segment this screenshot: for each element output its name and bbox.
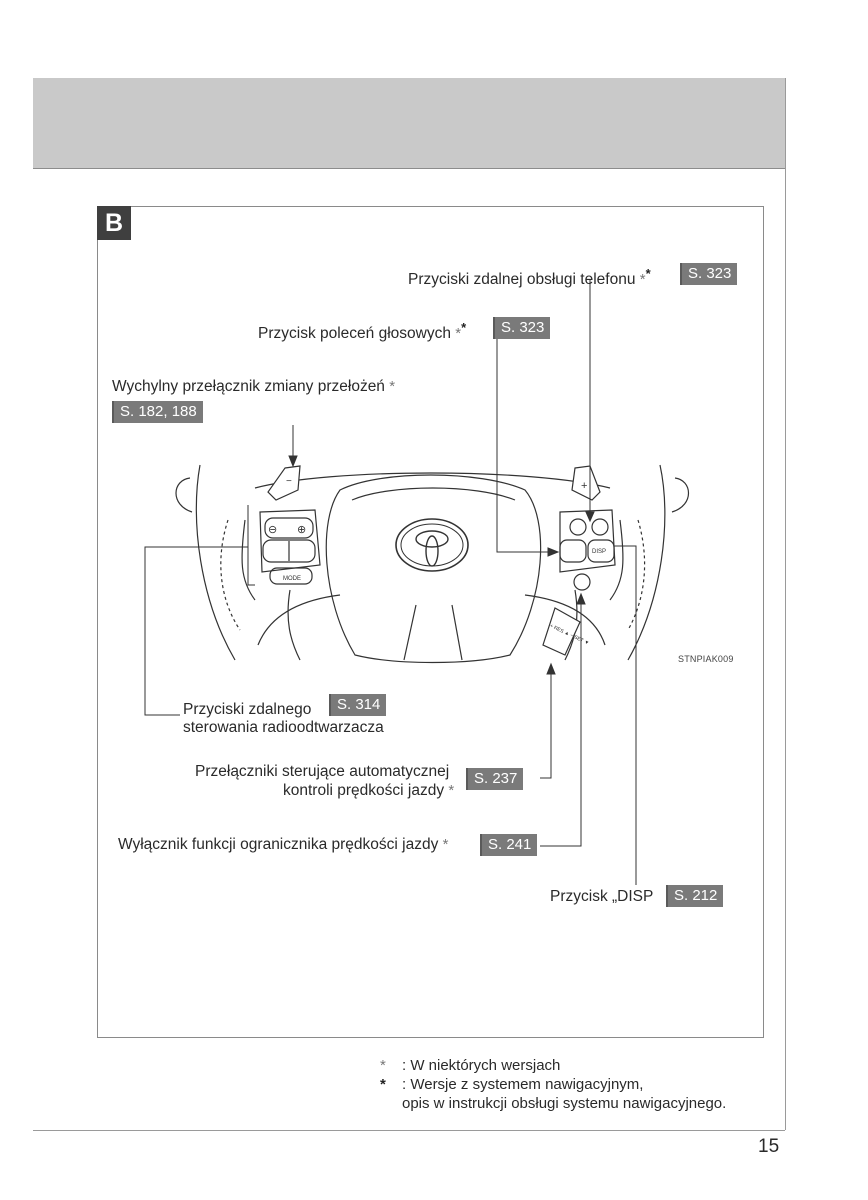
cruise-control-label-line1: Przełączniki sterujące automatycznej bbox=[195, 763, 450, 780]
wheel-label-stalk: + RES ▲ − SET ▼ bbox=[548, 623, 590, 647]
wheel-label-vol-plus: ⊕ bbox=[297, 524, 307, 536]
toyota-emblem-outer bbox=[396, 519, 468, 571]
rim-lobe-right bbox=[672, 478, 689, 512]
footnote-row: * : W niektórych wersjach bbox=[380, 1057, 561, 1074]
wheel-rim-inner-left bbox=[242, 520, 255, 600]
rim-lobe-left bbox=[176, 478, 192, 512]
footnote-row: * : Wersje z systemem nawigacyjnym, bbox=[380, 1076, 644, 1093]
spoke-left bbox=[258, 595, 340, 645]
disp-button-label: Przycisk „DISP bbox=[550, 888, 654, 905]
airbag-inner bbox=[352, 488, 515, 500]
audio-remote-label-line1: Przyciski zdalnego bbox=[183, 701, 312, 718]
paddle-shift-label: Wychylny przełącznik zmiany przełożeń * bbox=[112, 378, 396, 395]
wheel-label-mode: MODE bbox=[283, 576, 301, 582]
speed-limiter-page-ref[interactable]: S. 241 bbox=[480, 834, 537, 856]
paddle-left bbox=[268, 466, 300, 500]
wheel-label-paddle-plus: + bbox=[581, 480, 588, 492]
limiter-button bbox=[574, 574, 590, 590]
phone-buttons-label: Przyciski zdalnej obsługi telefonu ** bbox=[408, 266, 651, 289]
voice-button-label: Przycisk poleceń głosowych ** bbox=[258, 320, 467, 343]
audio-remote-page-ref[interactable]: S. 314 bbox=[329, 694, 386, 716]
footnote-row: opis w instrukcji obsługi systemu nawigacyjnego. bbox=[402, 1095, 727, 1112]
airbag-pad bbox=[326, 475, 540, 663]
spoke-left-lower bbox=[288, 590, 300, 660]
audio-remote-label-line2: sterowania radioodtwarzacza bbox=[183, 719, 384, 736]
voice-button-page-ref[interactable]: S. 323 bbox=[493, 317, 550, 339]
wheel-label-vol-minus: ⊖ bbox=[268, 524, 278, 536]
wheel-rim-outer bbox=[196, 465, 235, 660]
wheel-label-disp: DISP bbox=[592, 549, 607, 555]
disp-button-page-ref[interactable]: S. 212 bbox=[666, 885, 723, 907]
right-switch-pod bbox=[560, 510, 615, 572]
wheel-label-paddle-minus: − bbox=[286, 476, 292, 487]
page-number: 15 bbox=[758, 1136, 780, 1157]
speed-limiter-label: Wyłącznik funkcji ogranicznika prędkości jazdy * bbox=[118, 836, 449, 853]
audio-bracket bbox=[248, 505, 255, 585]
footnotes bbox=[380, 1056, 726, 1113]
cruise-control-page-ref[interactable]: S. 237 bbox=[466, 768, 523, 790]
figure-code: STNPIAK009 bbox=[678, 654, 734, 664]
paddle-shift-page-ref[interactable]: S. 182, 188 bbox=[112, 401, 203, 423]
cruise-control-label-line2: kontroli prędkości jazdy * bbox=[283, 782, 455, 799]
phone-buttons-page-ref[interactable]: S. 323 bbox=[680, 263, 737, 285]
section-badge: B bbox=[97, 206, 131, 240]
bottom-rule bbox=[33, 1130, 785, 1131]
wheel-rim-outer-right bbox=[628, 465, 665, 660]
